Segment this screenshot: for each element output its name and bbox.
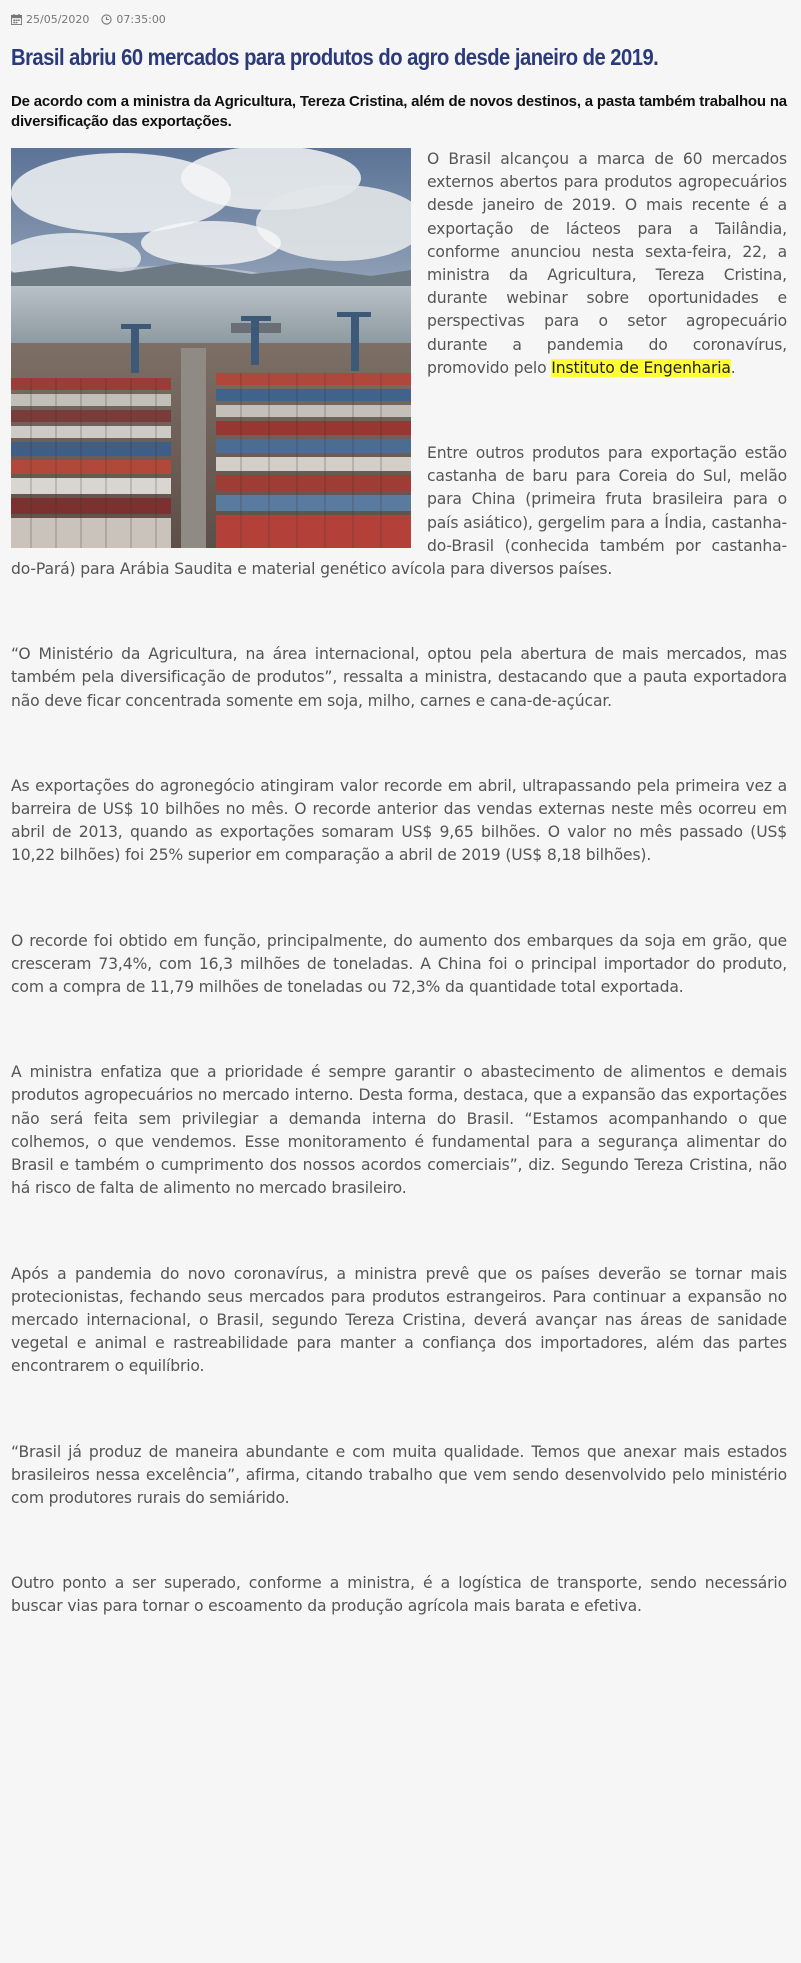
publish-date bbox=[11, 13, 89, 26]
publish-time-text: 07:35:00 bbox=[116, 12, 166, 26]
publish-date-text: 25/05/2020 bbox=[26, 12, 90, 26]
article-photo-port-containers bbox=[11, 148, 411, 548]
paragraph-2: Entre outros produtos para exportação estão castanha de baru para Coreia do Sul, melão para China (primeira fruta brasileira para o país asiático), gergelim para a Índia, castanha-do-Brasil (conhecida também por castanha-do-Pará) para Arábia Saudita e material genético avícola para diversos países. bbox=[11, 444, 787, 579]
paragraph-7: Após a pandemia do novo coronavírus, a ministra prevê que os países deverão se tornar mais protecionistas, fechando seus mercados para produtos estrangeiros. Para continuar a expansão no mercado internacional, o Brasil, segundo Tereza Cristina, deverá avançar nas áreas de sanidade vegetal e animal e rastreabilidade para manter a confiança dos importadores, além das partes encontrarem o equilíbrio. bbox=[11, 1264, 787, 1376]
paragraph-1-text: O Brasil alcançou a marca de 60 mercados externos abertos para produtos agropecuários desde janeiro de 2019. O mais recente é a exportação de lácteos para a Tailândia, conforme anunciou nesta sexta-feira, 22, a ministra da Agricultura, Tereza Cristina, durante webinar sobre oportunidades e perspectivas para o setor agropecuário durante a pandemia do coronavírus, promovido pelo bbox=[427, 150, 787, 377]
article-body bbox=[11, 148, 787, 1619]
paragraph-8: “Brasil já produz de maneira abundante e com muita qualidade. Temos que anexar mais estados brasileiros nessa excelência”, afirma, citando trabalho que vem sendo desenvolvido pelo ministério com produtores rurais do semiárido. bbox=[11, 1442, 787, 1507]
paragraph-1-end: . bbox=[730, 358, 736, 377]
port-photo-illustration bbox=[11, 148, 411, 548]
paragraph-6: A ministra enfatiza que a prioridade é sempre garantir o abastecimento de alimentos e demais produtos agropecuários no mercado interno. Desta forma, destaca, que a expansão das exportações não será feita sem privilegiar a demanda interna do Brasil. “Estamos acompanhando o que colhemos, o que vendemos. Esse monitoramento é fundamental para a segurança alimentar do Brasil e também o cumprimento dos nossos acordos comerciais”, diz. Segundo Tereza Cristina, não há risco de falta de alimento no mercado brasileiro. bbox=[11, 1063, 787, 1198]
article-title: Brasil abriu 60 mercados para produtos do agro desde janeiro de 2019. bbox=[11, 44, 659, 70]
calendar-icon bbox=[11, 14, 22, 25]
article-lead: De acordo com a ministra da Agricultura, Tereza Cristina, além de novos destinos, a pasta também trabalhou na diversificação das exportações. bbox=[11, 93, 787, 130]
clock-icon bbox=[101, 14, 112, 25]
paragraph-5: O recorde foi obtido em função, principalmente, do aumento dos embarques da soja em grão, que cresceram 73,4%, com 16,3 milhões de toneladas. A China foi o principal importador do produto, com a compra de 11,79 milhões de toneladas ou 72,3% da quantidade total exportada. bbox=[11, 931, 787, 997]
article-meta bbox=[11, 10, 787, 28]
paragraph-3: “O Ministério da Agricultura, na área internacional, optou pela abertura de mais mercados, mas também pela diversificação de produtos”, ressalta a ministra, destacando que a pauta exportadora não deve ficar concentrada somente em soja, milho, carnes e cana-de-açúcar. bbox=[11, 645, 787, 710]
publish-time bbox=[101, 13, 165, 26]
paragraph-9: Outro ponto a ser superado, conforme a ministra, é a logística de transporte, sendo necessário buscar vias para tornar o escoamento da produção agrícola mais barata e efetiva. bbox=[11, 1574, 787, 1616]
paragraph-4: As exportações do agronegócio atingiram valor recorde em abril, ultrapassando pela primeira vez a barreira de US$ 10 bilhões no mês. O recorde anterior das vendas externas neste mês ocorreu em abril de 2013, quando as exportações somaram US$ 9,65 bilhões. O valor no mês passado (US$ 10,22 bilhões) foi 25% superior em comparação a abril de 2019 (US$ 8,18 bilhões). bbox=[11, 776, 787, 865]
instituto-engenharia-link[interactable]: Instituto de Engenharia bbox=[551, 358, 731, 377]
